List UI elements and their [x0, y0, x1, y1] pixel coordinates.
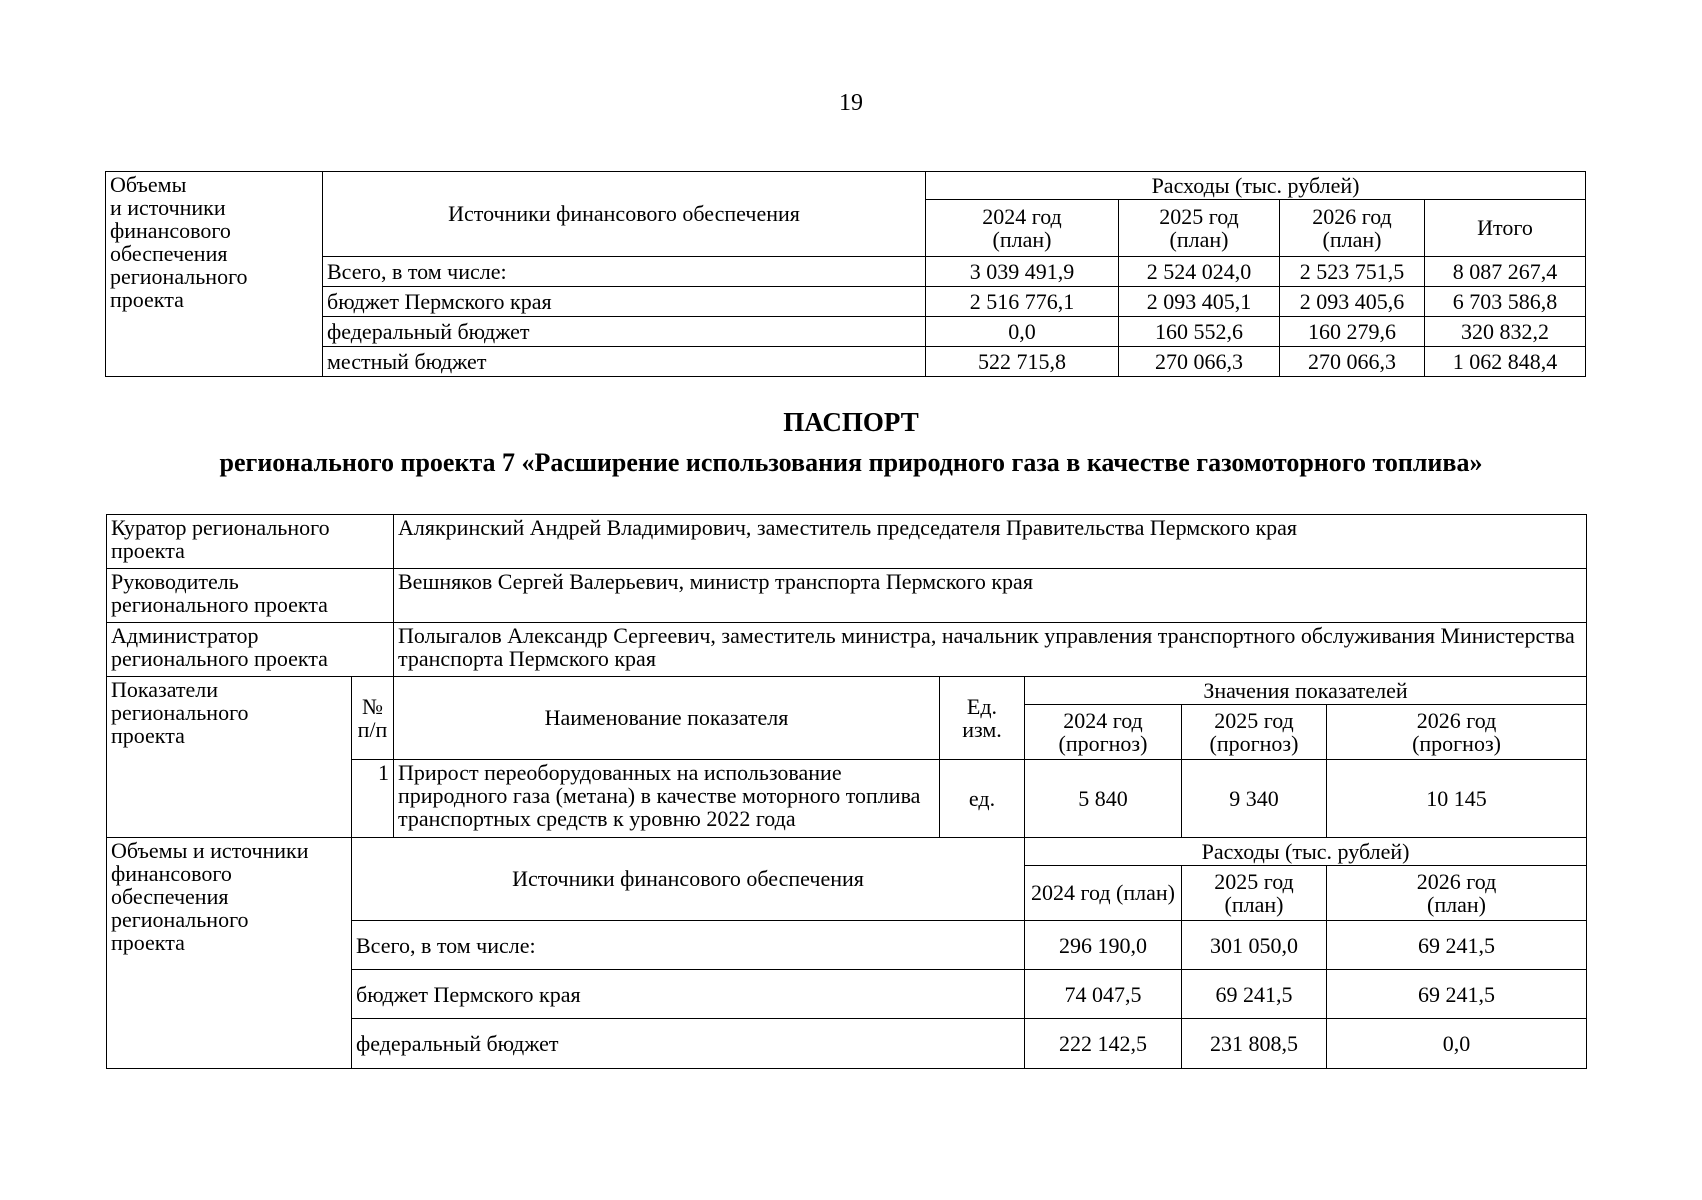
values-header: Значения показателей [1025, 677, 1587, 705]
indicator-value-2026: 10 145 [1327, 760, 1587, 838]
table-row [106, 257, 1586, 287]
col-2025: 2025 год (план) [1119, 200, 1280, 257]
financing-label: Объемы и источники финансового обеспечения регионального проекта [107, 838, 352, 1069]
indicator-name-header: Наименование показателя [394, 677, 940, 760]
indicator-unit: ед. [940, 760, 1025, 838]
col-2026: 2026 год (план) [1280, 200, 1425, 257]
table-row [106, 317, 1586, 347]
cell: 320 832,2 [1425, 317, 1586, 347]
curator-value: Алякринский Андрей Владимирович, заместитель председателя Правительства Пермского края [394, 515, 1587, 569]
passport-subtitle: регионального проекта 7 «Расширение использования природного газа в качестве газомоторного топлива» [219, 448, 1483, 477]
cell: 2 093 405,6 [1280, 287, 1425, 317]
cell: 2 093 405,1 [1119, 287, 1280, 317]
sources-header: Источники финансового обеспечения [323, 172, 926, 257]
indicators-label: Показатели регионального проекта [107, 677, 352, 838]
cell: 222 142,5 [1025, 1019, 1182, 1068]
expenses-header: Расходы (тыс. рублей) [926, 172, 1586, 200]
cell: 301 050,0 [1182, 921, 1327, 970]
cell: 69 241,5 [1327, 970, 1587, 1019]
col-2026: 2026 год (план) [1327, 866, 1587, 921]
cell: 522 715,8 [926, 347, 1119, 377]
table-row [106, 347, 1586, 377]
row-name: местный бюджет [323, 347, 926, 377]
cell: 270 066,3 [1119, 347, 1280, 377]
cell: 69 241,5 [1182, 970, 1327, 1019]
row-name: федеральный бюджет [323, 317, 926, 347]
page-number: 19 [839, 90, 863, 116]
cell: 160 552,6 [1119, 317, 1280, 347]
head-value: Вешняков Сергей Валерьевич, министр транспорта Пермского края [394, 569, 1587, 623]
col-2024: 2024 год (план) [926, 200, 1119, 257]
unit-header: Ед. изм. [940, 677, 1025, 760]
cell: 231 808,5 [1182, 1019, 1327, 1068]
cell: 0,0 [1327, 1019, 1587, 1068]
expenses-header: Расходы (тыс. рублей) [1025, 838, 1587, 866]
cell: 270 066,3 [1280, 347, 1425, 377]
cell: 160 279,6 [1280, 317, 1425, 347]
forecast-2026: 2026 год (прогноз) [1327, 705, 1587, 760]
passport-title: ПАСПОРТ [783, 407, 919, 437]
financing-table-prev [105, 171, 1586, 377]
forecast-2025: 2025 год (прогноз) [1182, 705, 1327, 760]
row-name: бюджет Пермского края [323, 287, 926, 317]
head-label: Руководитель регионального проекта [107, 569, 394, 623]
indicator-num: 1 [352, 760, 394, 838]
cell: 3 039 491,9 [926, 257, 1119, 287]
col-total: Итого [1425, 200, 1586, 257]
row-name: Всего, в том числе: [352, 921, 1025, 970]
financing-label: Объемы и источники финансового обеспечения регионального проекта [106, 172, 323, 377]
table-row [106, 287, 1586, 317]
curator-label: Куратор регионального проекта [107, 515, 394, 569]
sources-header: Источники финансового обеспечения [352, 838, 1025, 921]
cell: 296 190,0 [1025, 921, 1182, 970]
indicator-value-2025: 9 340 [1182, 760, 1327, 838]
cell: 2 524 024,0 [1119, 257, 1280, 287]
row-name: Всего, в том числе: [323, 257, 926, 287]
cell: 69 241,5 [1327, 921, 1587, 970]
admin-label: Администратор регионального проекта [107, 623, 394, 677]
row-name: федеральный бюджет [352, 1019, 1025, 1068]
indicator-value-2024: 5 840 [1025, 760, 1182, 838]
num-header: № п/п [352, 677, 394, 760]
cell: 2 523 751,5 [1280, 257, 1425, 287]
cell: 2 516 776,1 [926, 287, 1119, 317]
forecast-2024: 2024 год (прогноз) [1025, 705, 1182, 760]
cell: 0,0 [926, 317, 1119, 347]
passport-table [106, 514, 1587, 1069]
col-2025: 2025 год (план) [1182, 866, 1327, 921]
cell: 6 703 586,8 [1425, 287, 1586, 317]
cell: 1 062 848,4 [1425, 347, 1586, 377]
row-name: бюджет Пермского края [352, 970, 1025, 1019]
cell: 8 087 267,4 [1425, 257, 1586, 287]
admin-value: Полыгалов Александр Сергеевич, заместитель министра, начальник управления транспортного обслуживания Министерства транспорта Пермского края [394, 623, 1587, 677]
col-2024: 2024 год (план) [1025, 866, 1182, 921]
cell: 74 047,5 [1025, 970, 1182, 1019]
indicator-name: Прирост переоборудованных на использование природного газа (метана) в качестве моторного топлива транспортных средств к уровню 2022 года [394, 760, 940, 838]
